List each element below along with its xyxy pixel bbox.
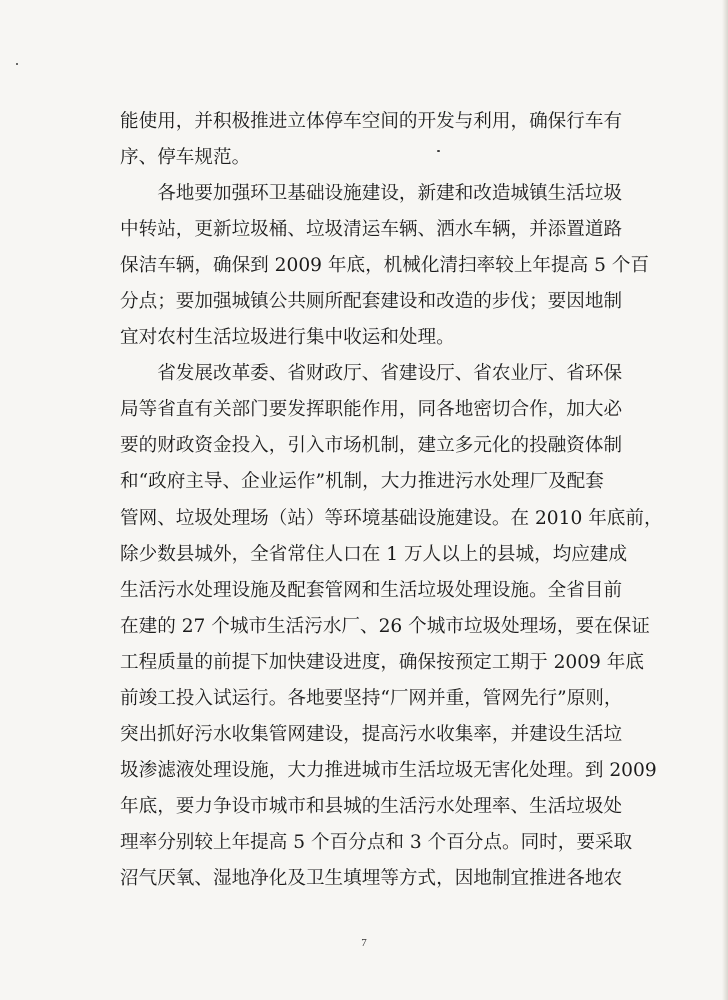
text-line: 局等省直有关部门要发挥职能作用，同各地密切合作，加大必 <box>120 399 623 421</box>
text-line: 在建的 27 个城市生活污水厂、26 个城市垃圾处理场，要在保证 <box>120 615 650 637</box>
text-line: 序、停车规范。 <box>120 147 251 169</box>
text-line: 和“政府主导、企业运作”机制，大力推进污水处理厂及配套 <box>120 471 604 493</box>
text-line: 能使用，并积极推进立体停车空间的开发与利用，确保行车有 <box>120 111 623 132</box>
text-line: 各地要加强环卫基础设施建设，新建和改造城镇生活垃圾 <box>120 183 623 205</box>
page-edge-shadow <box>722 0 728 1000</box>
text-line: 生活污水处理设施及配套管网和生活垃圾处理设施。全省目前 <box>120 579 623 601</box>
text-line: 分点；要加强城镇公共厕所配套建设和改造的步伐；要因地制 <box>120 291 623 313</box>
text-line: 除少数县城外，全省常住人口在 1 万人以上的县城，均应建成 <box>120 543 628 565</box>
scan-speck <box>16 63 18 65</box>
text-line: 沼气厌氧、湿地净化及卫生填埋等方式，因地制宜推进各地农 <box>120 867 623 889</box>
text-line: 省发展改革委、省财政厅、省建设厅、省农业厅、省环保 <box>120 363 623 385</box>
page-number: 7 <box>361 937 367 949</box>
text-line: 年底，要力争设市城市和县城的生活污水处理率、生活垃圾处 <box>120 795 623 817</box>
text-line: 要的财政资金投入，引入市场机制，建立多元化的投融资体制 <box>120 435 623 457</box>
text-line: 宜对农村生活垃圾进行集中收运和处理。 <box>120 327 455 349</box>
text-line: 前竣工投入试运行。各地要坚持“厂网并重，管网先行”原则， <box>120 687 623 709</box>
text-line: 突出抓好污水收集管网建设，提高污水收集率，并建设生活垃 <box>120 723 623 745</box>
text-line: 圾渗滤液处理设施，大力推进城市生活垃圾无害化处理。到 2009 <box>120 759 657 781</box>
body-text <box>120 104 663 897</box>
text-line: 工程质量的前提下加快建设进度，确保按预定工期于 2009 年底 <box>120 651 644 673</box>
text-line: 中转站，更新垃圾桶、垃圾清运车辆、洒水车辆，并添置道路 <box>120 219 623 241</box>
text-line: 管网、垃圾处理场（站）等环境基础设施建设。在 2010 年底前， <box>120 507 663 529</box>
text-line: 保洁车辆，确保到 2009 年底，机械化清扫率较上年提高 5 个百 <box>120 255 650 277</box>
text-line: 理率分别较上年提高 5 个百分点和 3 个百分点。同时，要采取 <box>120 831 633 853</box>
